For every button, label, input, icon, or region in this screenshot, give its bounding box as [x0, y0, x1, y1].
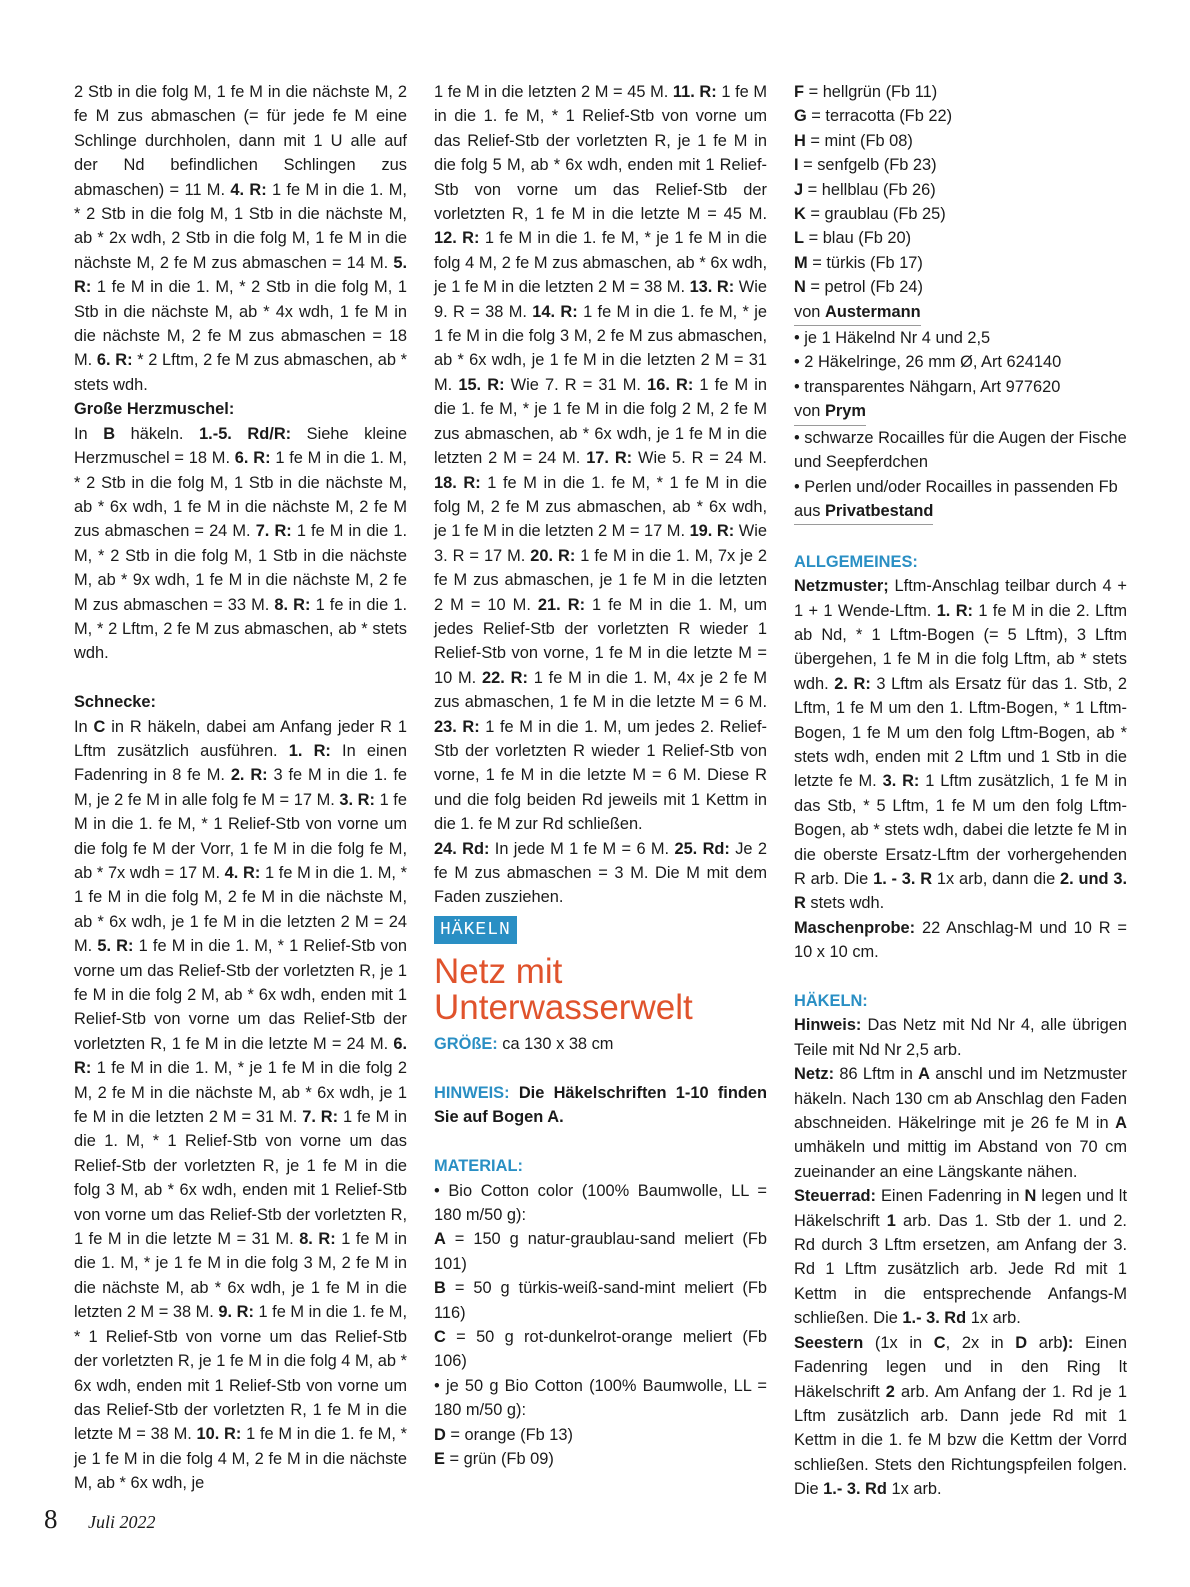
- row-label: 6. R:: [96, 351, 133, 370]
- row-label: 1. R:: [936, 601, 973, 620]
- material-item: B = 50 g türkis-weiß-sand-mint meliert (Fb 116): [434, 1279, 767, 1322]
- issue-date: Juli 2022: [88, 1512, 156, 1532]
- spacer: [794, 965, 1127, 989]
- paragraph-grosse-herzmuschel: In B häkeln. 1.-5. Rd/R: Siehe kleine Herzmuschel = 18 M. 6. R: 1 fe M in die 1. M, * 2 Stb in die folg M, 1 Stb in die nächste M, ab * 6x wdh, 1 fe M in die nächste M, 2 fe M zus abmaschen = 24 M. 7. R: 1 fe M in die 1. M, * 2 Stb in die folg M, 1 Stb in die nächste M, ab * 9x wdh, 1 fe M in die nächste M, 2 fe M zus abmaschen = 33 M. 8. R: 1 fe in die 1. M, * 2 Lftm, 2 fe M zus abmaschen, ab * stets wdh.: [74, 424, 407, 663]
- row-label: 5. R:: [74, 253, 407, 297]
- category-tag: HÄKELN: [434, 916, 517, 944]
- page-number: 8: [44, 1504, 58, 1534]
- color-item: M = türkis (Fb 17): [794, 253, 923, 272]
- row-label: 25. Rd:: [674, 839, 730, 858]
- color-item: J = hellblau (Fb 26): [794, 180, 936, 199]
- row-label: 2. R:: [230, 766, 268, 785]
- row-label: 17. R:: [586, 449, 633, 468]
- color-item: F = hellgrün (Fb 11): [794, 83, 938, 101]
- material-bullet: • transparentes Nähgarn, Art 977620: [794, 377, 1061, 396]
- row-label: 2. und 3. R: [794, 869, 1128, 913]
- row-label: 11. R:: [672, 83, 717, 101]
- row-label: 1. R:: [288, 741, 331, 760]
- row-label: 10. R:: [196, 1425, 242, 1444]
- column-3: [794, 80, 1127, 1502]
- row-label: 15. R:: [458, 375, 505, 394]
- size-line: GRÖßE: ca 130 x 38 cm: [434, 1035, 614, 1054]
- row-label: 1. - 3. R: [873, 869, 933, 888]
- material-item: C = 50 g rot-dunkelrot-orange meliert (Fb 106): [434, 1328, 767, 1371]
- supplier-prym: Prym: [824, 402, 866, 421]
- row-label: 16. R:: [647, 375, 694, 394]
- row-label: 23. R:: [434, 717, 480, 736]
- supplier-line: von Prym: [794, 399, 1127, 425]
- row-label: 9. R:: [218, 1303, 254, 1322]
- material-bullet: • je 1 Häkelnd Nr 4 und 2,5: [794, 329, 991, 348]
- heading-schnecke: Schnecke:: [74, 693, 156, 712]
- material-bullet: • Perlen und/oder Rocailles in passenden Fb: [794, 477, 1118, 496]
- hint-line: HINWEIS: Die Häkelschriften 1-10 finden Sie auf Bogen A.: [434, 1084, 767, 1127]
- paragraph-maschenprobe: Maschenprobe: 22 Anschlag-M und 10 R = 10 x 10 cm.: [794, 918, 1127, 962]
- column-2: [434, 80, 767, 1472]
- material-item: • je 50 g Bio Cotton (100% Baumwolle, LL = 180 m/50 g):: [434, 1376, 767, 1420]
- row-label: 21. R:: [537, 595, 586, 614]
- paragraph-schnecke: In C in R häkeln, dabei am Anfang jeder R 1 Lftm zusätzlich ausführen. 1. R: In einen Fadenring in 8 fe M. 2. R: 3 fe M in die 1. fe M, je 2 fe M in alle folg fe M = 17 M. 3. R: 1 fe M in die 1. fe M, * 1 Relief-Stb von vorne um die folg fe M der Vorr, 1 fe M in die folg fe M, ab * 7x wdh = 17 M. 4. R: 1 fe M in die 1. M, * 1 fe M in die folg M, 2 fe M in die nächste M, ab * 6x wdh, je 1 fe M in die letzten 2 M = 24 M. 5. R: 1 fe M in die 1. M, * 1 Relief-Stb von vorne um das Relief-Stb der vorletzten R, je 1 fe M in die folg 2 M, ab * 6x wdh, enden mit 1 Relief-Stb von vorne um das Relief-Stb der vorletzten R, 1 fe M in die letzte M = 24 M. 6. R: 1 fe M in die 1. M, * je 1 fe M in die folg 2 M, 2 fe M in die nächste M, ab * 6x wdh, je 1 fe M in die letzten 2 M = 31 M. 7. R: 1 fe M in die 1. M, * 1 Relief-Stb von vorne um das Relief-Stb der vorletzten R, je 1 fe M in die folg 3 M, ab * 6x wdh, enden mit 1 Relief-Stb von vorne um das Relief-Stb der vorletzten R, 1 fe M in die letzte M = 31 M. 8. R: 1 fe M in die 1. M, * je 1 fe M in die folg 3 M, 2 fe M in die nächste M, ab * 6x wdh, je 1 fe M in die letzten 2 M = 38 M. 9. R: 1 fe M in die 1. fe M, * 1 Relief-Stb von vorne um das Relief-Stb der vorletzten R, je 1 fe M in die folg 4 M, ab * 6x wdh, enden mit 1 Relief-Stb von vorne um das Relief-Stb der vorletzten R, 1 fe M in die letzte M = 38 M. 10. R: 1 fe M in die 1. fe M, * je 1 fe M in die folg 4 M, 2 fe M in die nächste M, ab * 6x wdh, je: [74, 717, 407, 1493]
- row-label: 18. R:: [434, 473, 481, 492]
- material-item: • Bio Cotton color (100% Baumwolle, LL = 180 m/50 g):: [434, 1181, 767, 1225]
- paragraph-schnecke-cont: 1 fe M in die letzten 2 M = 45 M. 11. R: 1 fe M in die 1. fe M, * 1 Relief-Stb von vorne um das Relief-Stb der vorletzten R, je 1 fe M in die folg 5 M, ab * 6x wdh, enden mit 1 Relief-Stb von vorne um das Relief-Stb der vorletzten R, 1 fe M in die letzte M = 45 M. 12. R: 1 fe M in die 1. fe M, * je 1 fe M in die folg 4 M, 2 fe M zus abmaschen, ab * 6x wdh, je 1 fe M in die letzten 2 M = 38 M. 13. R: Wie 9. R = 38 M. 14. R: 1 fe M in die 1. fe M, * je 1 fe M in die folg 3 M, 2 fe M zus abmaschen, ab * 6x wdh, je 1 fe M in die letzten 2 M = 31 M. 15. R: Wie 7. R = 31 M. 16. R: 1 fe M in die 1. fe M, * je 1 fe M in die folg 2 M, 2 fe M zus abmaschen, ab * 6x wdh, je 1 fe M in die letzten 2 M = 24 M. 17. R: Wie 5. R = 24 M. 18. R: 1 fe M in die 1. fe M, * 1 fe M in die folg M, 2 fe M zus abmaschen, ab * 6x wdh, je 1 fe M in die letzten 2 M = 17 M. 19. R: Wie 3. R = 17 M. 20. R: 1 fe M in die 1. M, 7x je 2 fe M zus abmaschen, je 1 fe M in die letzten 2 M = 10 M. 21. R: 1 fe M in die 1. M, um jedes Relief-Stb der vorletzten R wieder 1 Relief-Stb von vorne, 1 fe M in die letzte M = 10 M. 22. R: 1 fe M in die 1. M, 4x je 2 fe M zus abmaschen, 1 fe M in die letzte M = 6 M. 23. R: 1 fe M in die 1. M, um jedes 2. Relief-Stb der vorletzten R wieder 1 Relief-Stb von vorne, 1 fe M in die letzte M = 6 M. Diese R und die folg beiden Rd jeweils mit 1 Kettm in die 1. fe M zur Rd schließen.: [434, 83, 768, 834]
- material-item: D = orange (Fb 13): [434, 1425, 573, 1444]
- row-label: 7. R:: [302, 1108, 339, 1127]
- row-label: 7. R:: [255, 522, 292, 541]
- row-label: 24. Rd:: [434, 839, 490, 858]
- spacer: [794, 525, 1127, 549]
- article-title: Netz mit Unterwasserwelt: [434, 952, 693, 1028]
- color-item: K = graublau (Fb 25): [794, 205, 946, 224]
- heading-material: MATERIAL:: [434, 1157, 523, 1176]
- row-label: 8. R:: [274, 595, 311, 614]
- paragraph-steuerrad: Steuerrad: Einen Fadenring in N legen und lt Häkelschrift 1 arb. Das 1. Stb der 1. und 2. Rd durch 3 Lftm ersetzen, am Anfang der 3. Rd 1 Lftm zusätzlich arb. Jede Rd mit 1 Kettm in die entsprechende Anfangs-M schließen. Die 1.- 3. Rd 1x arb.: [794, 1187, 1128, 1328]
- column-1: [74, 80, 407, 1496]
- heading-allgemeines: ALLGEMEINES:: [794, 552, 918, 571]
- row-label: 3. R:: [882, 772, 920, 791]
- material-bullet: • 2 Häkelringe, 26 mm Ø, Art 624140: [794, 353, 1062, 372]
- row-label: 1.- 3. Rd: [902, 1309, 967, 1328]
- material-item: A = 150 g natur-graublau-sand meliert (Fb 101): [434, 1230, 767, 1273]
- paragraph-kleine-herzmuschel-cont: 2 Stb in die folg M, 1 fe M in die nächste M, 2 fe M zus abmaschen (= für jede fe M eine Schlinge durchholen, dann mit 1 U alle auf der Nd befindlichen Schlingen zus abmaschen) = 11 M. 4. R: 1 fe M in die 1. M, * 2 Stb in die folg M, 1 Stb in die nächste M, ab * 2x wdh, 2 Stb in die folg M, 1 fe M in die nächste M, 2 fe M zus abmaschen = 14 M. 5. R: 1 fe M in die 1. M, * 2 Stb in die folg M, 1 Stb in die nächste M, ab * 4x wdh, 1 fe M in die nächste M, 2 fe M zus abmaschen = 18 M. 6. R: * 2 Lftm, 2 fe M zus abmaschen, ab * stets wdh.: [74, 83, 408, 394]
- paragraph-netz: Netz: 86 Lftm in A anschl und im Netzmuster häkeln. Nach 130 cm ab Anschlag den Faden abschneiden. Häkelringe mit je 26 fe M in A umhäkeln und mittig im Abstand von 70 cm zueinander an eine Längskante nähen.: [794, 1065, 1127, 1181]
- row-label: 22. R:: [482, 668, 528, 687]
- color-item: I = senfgelb (Fb 23): [794, 156, 937, 175]
- row-label: 19. R:: [689, 522, 735, 541]
- paragraph-schnecke-end: 24. Rd: In jede M 1 fe M = 6 M. 25. Rd: Je 2 fe M zus abmaschen = 3 M. Die M mit dem Faden zusziehen.: [434, 839, 767, 907]
- supplier-line: aus Privatbestand: [794, 499, 1127, 525]
- heading-grosse-herzmuschel: Große Herzmuschel:: [74, 400, 235, 419]
- row-label: 5. R:: [97, 937, 134, 956]
- material-bullet: • schwarze Rocailles für die Augen der Fische und Seepferdchen: [794, 428, 1127, 472]
- spacer: [74, 666, 407, 690]
- row-label: 1.-5. Rd/R:: [199, 424, 292, 443]
- row-label: 14. R:: [532, 302, 578, 321]
- row-label: 20. R:: [530, 546, 576, 565]
- row-label: 2. R:: [834, 674, 871, 693]
- color-item: L = blau (Fb 20): [794, 229, 912, 248]
- row-label: 4. R:: [230, 180, 267, 199]
- row-label: 6. R:: [234, 449, 271, 468]
- paragraph-netzmuster: Netzmuster; Lftm-Anschlag teilbar durch 4 + 1 + 1 Wende-Lftm. 1. R: 1 fe M in die 2. Lftm ab Nd, * 1 Lftm-Bogen (= 5 Lftm), 3 Lftm übergehen, 1 fe M in die folg Lftm, ab * stets wdh. 2. R: 3 Lftm als Ersatz für das 1. Stb, 2 Lftm, 1 fe M um den 1. Lftm-Bogen, * 1 Lftm-Bogen, 1 fe M um den folg Lftm-Bogen, ab * stets wdh, enden mit 2 Lftm und 1 Stb in die letzte fe M. 3. R: 1 Lftm zusätzlich, 1 fe M in das Stb, * 5 Lftm, 1 fe M um den folg Lftm-Bogen, ab * stets wdh, dabei die letzte fe M in die oberste Ersatz-Lftm der vorhergehenden R arb. Die 1. - 3. R 1x arb, dann die 2. und 3. R stets wdh.: [794, 577, 1128, 913]
- row-label: 8. R:: [299, 1230, 336, 1249]
- color-item: G = terracotta (Fb 22): [794, 107, 953, 126]
- supplier-austermann: Austermann: [824, 302, 921, 321]
- row-label: 12. R:: [434, 229, 480, 248]
- row-label: 4. R:: [224, 863, 261, 882]
- heading-haekeln: HÄKELN:: [794, 992, 868, 1010]
- supplier-privatbestand: Privatbestand: [824, 501, 934, 520]
- spacer: [434, 1057, 767, 1081]
- row-label: 3. R:: [339, 790, 375, 809]
- paragraph-hinweis: Hinweis: Das Netz mit Nd Nr 4, alle übrigen Teile mit Nd Nr 2,5 arb.: [794, 1016, 1127, 1059]
- paragraph-seestern: Seestern (1x in C, 2x in D arb): Einen Fadenring legen und in den Ring lt Häkelschrift 2 arb. Am Anfang der 1. Rd je 1 Lftm zusätzlich arb. Dann jede Rd mit 1 Kettm in die 1. fe M bzw die Kettm der Vorrd schließen. Stets den Richtungspfeilen folgen. Die 1.- 3. Rd 1x arb.: [794, 1333, 1127, 1499]
- supplier-line: von Austermann: [794, 300, 1127, 326]
- color-item: H = mint (Fb 08): [794, 131, 913, 150]
- spacer: [434, 1130, 767, 1154]
- row-label: 1.- 3. Rd: [823, 1480, 887, 1499]
- row-label: 6. R:: [74, 1034, 407, 1078]
- row-label: 13. R:: [689, 278, 735, 297]
- color-item: N = petrol (Fb 24): [794, 278, 923, 297]
- material-item: E = grün (Fb 09): [434, 1450, 554, 1469]
